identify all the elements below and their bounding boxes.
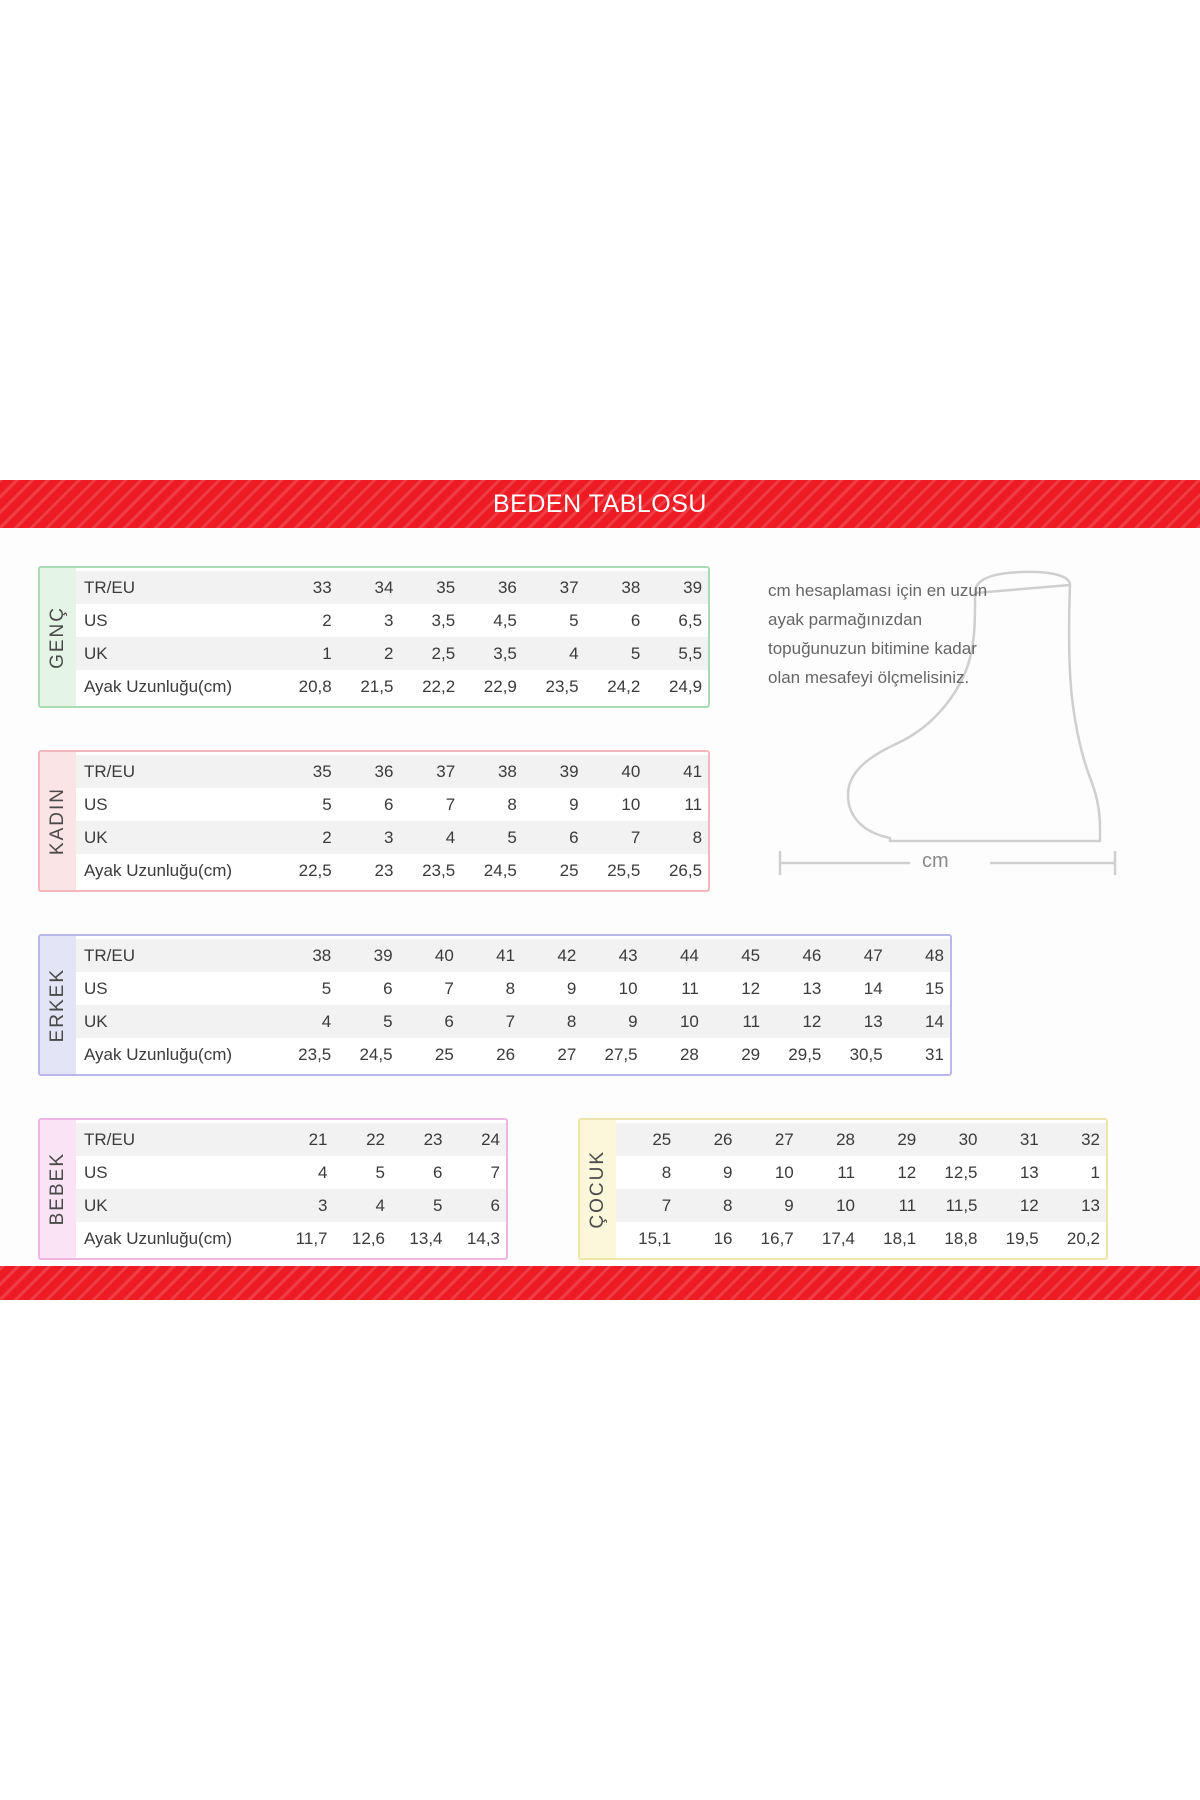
- block-label-cocuk-text: ÇOCUK: [587, 1149, 608, 1229]
- row-cells: [616, 1163, 1106, 1183]
- cell: 4: [445, 827, 456, 847]
- cell: 11,7: [295, 1228, 328, 1248]
- cell: 4: [375, 1195, 385, 1215]
- cell: 24,2: [607, 676, 641, 696]
- cell: 3,5: [493, 643, 517, 663]
- cell: 14,3: [466, 1228, 500, 1248]
- cell: 5: [383, 1011, 393, 1031]
- cell: 7: [505, 1011, 516, 1031]
- cell: 5: [321, 978, 332, 998]
- row-label-uk: UK: [84, 643, 108, 663]
- row-label-length: Ayak Uzunluğu(cm): [84, 860, 233, 880]
- row-cells: [616, 1130, 1106, 1150]
- table-row: [616, 1156, 1106, 1189]
- cm-measure-label: cm: [922, 850, 949, 872]
- cell: 12: [1019, 1195, 1039, 1215]
- cell: 21,5: [360, 676, 394, 696]
- table-cocuk: [616, 1120, 1106, 1258]
- cell: 36: [497, 577, 517, 597]
- cell: 14: [925, 1011, 944, 1031]
- cell: 13: [802, 978, 822, 998]
- row-cells: [276, 1196, 506, 1216]
- row-cells: [276, 1229, 506, 1249]
- cell: 7: [661, 1195, 672, 1215]
- table-kadin: [76, 752, 708, 890]
- cell: 21: [308, 1129, 328, 1149]
- cell: 35: [312, 761, 332, 781]
- cell: 27: [774, 1129, 794, 1149]
- table-row: [616, 1222, 1106, 1255]
- cell: 29: [741, 1044, 761, 1064]
- cell: 31: [1019, 1129, 1039, 1149]
- cell: 7: [444, 978, 454, 998]
- cell: 16,7: [760, 1228, 794, 1248]
- cell: 48: [925, 945, 944, 965]
- table-row: [76, 788, 708, 821]
- cell: 12: [802, 1011, 822, 1031]
- cell: 29: [897, 1129, 917, 1149]
- cell: 9: [569, 794, 579, 814]
- row-label-treu: TR/EU: [84, 577, 135, 597]
- row-label-treu: TR/EU: [84, 1129, 135, 1149]
- block-label-bebek: [40, 1120, 76, 1258]
- page-title: BEDEN TABLOSU: [493, 490, 707, 518]
- cell: 6: [630, 610, 641, 630]
- cell: 26: [713, 1129, 733, 1149]
- row-cells: [276, 861, 708, 881]
- cell: 23,5: [422, 860, 456, 880]
- cell: 5: [433, 1195, 443, 1215]
- cell: 24,9: [668, 676, 703, 696]
- cell: 8: [692, 827, 703, 847]
- cell: 3: [318, 1195, 328, 1215]
- cell: 22,5: [298, 860, 332, 880]
- cell: 12,6: [351, 1228, 385, 1248]
- cell: 2: [322, 827, 332, 847]
- cell: 12: [897, 1162, 917, 1182]
- cell: 9: [566, 978, 577, 998]
- cell: 10: [774, 1162, 794, 1182]
- footer-bar: [0, 1266, 1200, 1300]
- block-label-genc-text: GENÇ: [47, 605, 68, 669]
- table-row: [76, 1123, 506, 1156]
- cell: 40: [434, 945, 454, 965]
- size-chart: [0, 480, 1200, 1300]
- row-label-treu: TR/EU: [84, 945, 135, 965]
- cell: 7: [490, 1162, 500, 1182]
- size-block-genc: [38, 566, 710, 708]
- cell: 18,8: [944, 1228, 978, 1248]
- size-block-cocuk: [578, 1118, 1108, 1260]
- cell: 29,5: [788, 1044, 822, 1064]
- cell: 23: [423, 1129, 443, 1149]
- table-row: [76, 854, 708, 887]
- row-label-us: US: [84, 794, 108, 814]
- cell: 9: [784, 1195, 794, 1215]
- block-label-erkek-text: ERKEK: [47, 967, 68, 1043]
- table-bebek: [76, 1120, 506, 1258]
- table-row: [76, 821, 708, 854]
- table-row: [76, 1156, 506, 1189]
- cell: 13: [863, 1011, 883, 1031]
- cell: 7: [630, 827, 641, 847]
- row-label-us: US: [84, 978, 108, 998]
- cell: 23,5: [545, 676, 579, 696]
- cell: 4: [318, 1162, 328, 1182]
- table-row: [76, 571, 708, 604]
- cell: 23,5: [298, 1044, 332, 1064]
- row-cells: [276, 762, 708, 782]
- cell: 2: [383, 643, 394, 663]
- cell: 11,5: [945, 1195, 978, 1215]
- row-label-treu: TR/EU: [84, 761, 135, 781]
- cell: 41: [496, 945, 516, 965]
- table-row: [76, 604, 708, 637]
- cell: 13,4: [409, 1228, 443, 1248]
- row-cells: [616, 1196, 1106, 1216]
- cell: 10: [621, 794, 641, 814]
- row-cells: [276, 946, 950, 966]
- cell: 6: [490, 1195, 500, 1215]
- table-row: [76, 972, 950, 1005]
- cell: 11: [742, 1011, 761, 1031]
- cell: 15,1: [638, 1228, 672, 1248]
- table-row: [76, 1038, 950, 1071]
- cell: 8: [566, 1011, 577, 1031]
- cell: 19,5: [1005, 1228, 1039, 1248]
- table-row: [616, 1189, 1106, 1222]
- cell: 31: [925, 1044, 944, 1064]
- cell: 45: [741, 945, 761, 965]
- cell: 28: [836, 1129, 855, 1149]
- cell: 24: [481, 1129, 500, 1149]
- chart-body: [0, 528, 1200, 1266]
- table-row: [76, 1189, 506, 1222]
- cell: 13: [1081, 1195, 1100, 1215]
- block-label-genc: [40, 568, 76, 706]
- row-label-length: Ayak Uzunluğu(cm): [84, 676, 233, 696]
- table-row: [76, 637, 708, 670]
- cell: 4: [569, 643, 579, 663]
- cell: 12,5: [944, 1162, 978, 1182]
- cell: 5: [507, 827, 517, 847]
- cell: 2: [322, 610, 332, 630]
- block-label-erkek: [40, 936, 76, 1074]
- cell: 6: [383, 978, 393, 998]
- cell: 25: [434, 1044, 454, 1064]
- cell: 20,2: [1066, 1228, 1100, 1248]
- size-block-erkek: [38, 934, 952, 1076]
- cell: 25,5: [607, 860, 641, 880]
- cell: 25: [559, 860, 579, 880]
- table-erkek: [76, 936, 950, 1074]
- table-row: [76, 939, 950, 972]
- cell: 13: [1019, 1162, 1039, 1182]
- row-label-uk: UK: [84, 827, 108, 847]
- cell: 8: [723, 1195, 733, 1215]
- cell: 39: [559, 761, 579, 781]
- cell: 6: [433, 1162, 443, 1182]
- cell: 22,9: [483, 676, 517, 696]
- row-cells: [276, 578, 708, 598]
- table-row: [76, 670, 708, 703]
- cell: 38: [621, 577, 641, 597]
- cell: 33: [312, 577, 332, 597]
- cell: 6,5: [678, 610, 703, 630]
- row-cells: [276, 1045, 950, 1065]
- row-label-length: Ayak Uzunluğu(cm): [84, 1228, 233, 1248]
- table-row: [76, 1222, 506, 1255]
- cell: 17,4: [821, 1228, 855, 1248]
- cell: 27: [557, 1044, 577, 1064]
- row-cells: [276, 611, 708, 631]
- cell: 6: [569, 827, 579, 847]
- cell: 4: [321, 1011, 332, 1031]
- row-label-us: US: [84, 1162, 108, 1182]
- row-cells: [276, 644, 708, 664]
- row-cells: [276, 828, 708, 848]
- cell: 39: [373, 945, 393, 965]
- row-label-uk: UK: [84, 1011, 108, 1031]
- cell: 36: [374, 761, 394, 781]
- cell: 18,1: [883, 1228, 917, 1248]
- cell: 3: [383, 610, 394, 630]
- cell: 12: [741, 978, 761, 998]
- cell: 34: [374, 577, 394, 597]
- size-block-bebek: [38, 1118, 508, 1260]
- cell: 43: [618, 945, 638, 965]
- block-label-bebek-text: BEBEK: [47, 1152, 68, 1226]
- cell: 1: [1090, 1162, 1100, 1182]
- cell: 37: [559, 577, 579, 597]
- cell: 7: [445, 794, 456, 814]
- cell: 11: [684, 794, 703, 814]
- cell: 10: [836, 1195, 855, 1215]
- cell: 24,5: [359, 1044, 393, 1064]
- cell: 9: [628, 1011, 638, 1031]
- cell: 3: [383, 827, 394, 847]
- cell: 40: [621, 761, 641, 781]
- cell: 4,5: [493, 610, 517, 630]
- cell: 27,5: [604, 1044, 638, 1064]
- cell: 32: [1081, 1129, 1100, 1149]
- cell: 37: [436, 761, 456, 781]
- cell: 5: [630, 643, 641, 663]
- cell: 15: [925, 978, 944, 998]
- row-cells: [276, 1163, 506, 1183]
- cell: 26,5: [668, 860, 703, 880]
- cell: 14: [863, 978, 883, 998]
- cell: 8: [507, 794, 517, 814]
- table-row: [76, 755, 708, 788]
- cell: 30,5: [849, 1044, 883, 1064]
- cell: 46: [802, 945, 822, 965]
- row-cells: [616, 1229, 1106, 1249]
- cell: 28: [679, 1044, 699, 1064]
- table-row: [616, 1123, 1106, 1156]
- cell: 20,8: [298, 676, 332, 696]
- cell: 5: [322, 794, 332, 814]
- cell: 6: [383, 794, 394, 814]
- row-label-us: US: [84, 610, 108, 630]
- cell: 23: [374, 860, 394, 880]
- cell: 11: [898, 1195, 917, 1215]
- cell: 11: [837, 1162, 855, 1182]
- cell: 9: [723, 1162, 733, 1182]
- measure-instructions: cm hesaplaması için en uzun ayak parmağınızdan topuğunuzun bitimine kadar olan mesafeyi ölçmelisiniz.: [768, 581, 988, 687]
- cell: 24,5: [483, 860, 517, 880]
- cell: 10: [618, 978, 638, 998]
- cell: 3,5: [431, 610, 456, 630]
- row-cells: [276, 677, 708, 697]
- cell: 2,5: [431, 643, 456, 663]
- cell: 5,5: [678, 643, 703, 663]
- cell: 1: [322, 643, 332, 663]
- table-row: [76, 1005, 950, 1038]
- cell: 6: [444, 1011, 454, 1031]
- row-label-length: Ayak Uzunluğu(cm): [84, 1044, 233, 1064]
- cell: 42: [557, 945, 577, 965]
- cell: 5: [375, 1162, 385, 1182]
- row-cells: [276, 795, 708, 815]
- cell: 8: [661, 1162, 672, 1182]
- cell: 25: [652, 1129, 672, 1149]
- cell: 47: [863, 945, 883, 965]
- cell: 5: [569, 610, 579, 630]
- row-cells: [276, 1012, 950, 1032]
- row-cells: [276, 1130, 506, 1150]
- cell: 38: [497, 761, 517, 781]
- cell: 10: [679, 1011, 699, 1031]
- cell: 30: [958, 1129, 978, 1149]
- cell: 41: [683, 761, 703, 781]
- cell: 22: [366, 1129, 385, 1149]
- row-cells: [276, 979, 950, 999]
- cell: 8: [505, 978, 516, 998]
- size-block-kadin: [38, 750, 710, 892]
- block-label-kadin-text: KADIN: [47, 786, 68, 856]
- cell: 44: [679, 945, 699, 965]
- block-label-cocuk: [580, 1120, 616, 1258]
- cell: 22,2: [422, 676, 456, 696]
- block-label-kadin: [40, 752, 76, 890]
- cell: 35: [436, 577, 456, 597]
- cell: 16: [713, 1228, 733, 1248]
- cell: 11: [681, 978, 699, 998]
- table-genc: [76, 568, 708, 706]
- cell: 39: [683, 577, 703, 597]
- cell: 26: [496, 1044, 516, 1064]
- row-label-uk: UK: [84, 1195, 108, 1215]
- cell: 38: [312, 945, 332, 965]
